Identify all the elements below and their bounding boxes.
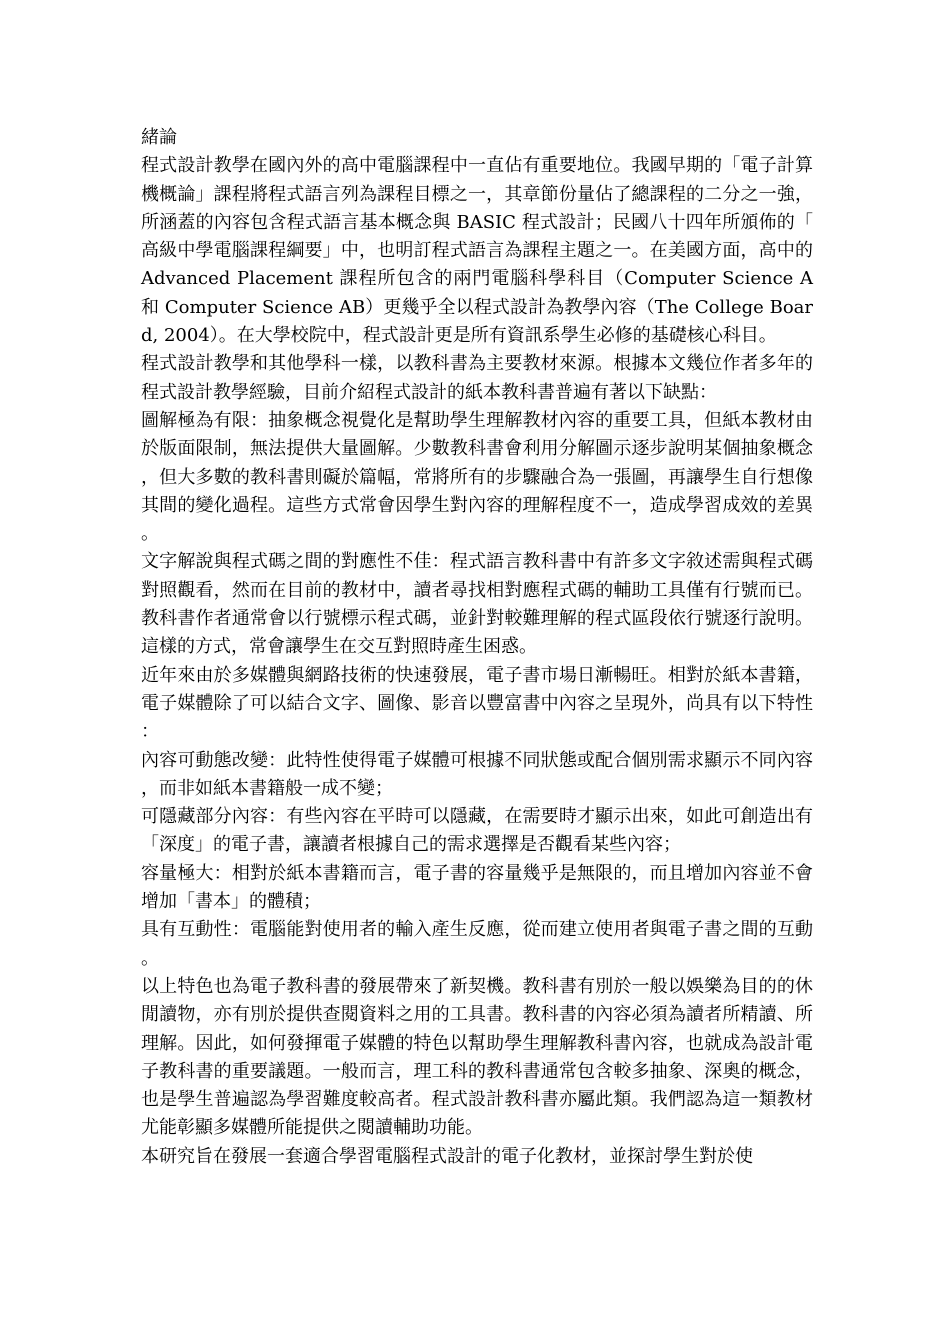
paragraph-interactivity: 具有互動性：電腦能對使用者的輸入產生反應，從而建立使用者與電子書之間的互動。 [141,919,813,969]
paragraph-text-code-mapping: 文字解說與程式碼之間的對應性不佳：程式語言教科書中有許多文字敘述需與程式碼對照觀看，然而在目前的教材中，讀者尋找相對應程式碼的輔助工具僅有行號而已。教科書作者通常會以行號標示程式碼，並針對較難理解的程式區段依行號逐行說明。這樣的方式，常會讓學生在交互對照時產生困惑。 [141,551,813,658]
section-heading: 緒論 [141,127,177,148]
paragraph-limited-illustrations: 圖解極為有限：抽象概念視覺化是幫助學生理解教材內容的重要工具，但紙本教材由於版面限制，無法提供大量圖解。少數教科書會利用分解圖示逐步說明某個抽象概念，但大多數的教科書則礙於篇幅，常將所有的步驟融合為一張圖，再讓學生自行想像其間的變化過程。這些方式常會因學生對內容的理解程度不一，造成學習成效的差異。 [141,409,813,545]
paragraph-study-purpose: 本研究旨在發展一套適合學習電腦程式設計的電子化教材，並探討學生對於使 [141,1145,753,1167]
paragraph-hidden-content: 可隱藏部分內容：有些內容在平時可以隱藏，在需要時才顯示出來，如此可創造出有「深度」的電子書，讓讀者根據自己的需求選擇是否觀看某些內容； [141,806,813,856]
paragraph-dynamic-content: 內容可動態改變：此特性使得電子媒體可根據不同狀態或配合個別需求顯示不同內容，而非如紙本書籍般一成不變； [141,749,813,799]
paragraph-large-capacity: 容量極大：相對於紙本書籍而言，電子書的容量幾乎是無限的，而且增加內容並不會增加「書本」的體積； [141,862,813,913]
document-page [141,124,813,1171]
paragraph-textbook-shortcomings: 程式設計教學和其他學科一樣，以教科書為主要教材來源。根據本文幾位作者多年的程式設計教學經驗，目前介紹程式設計的紙本教科書普遍有著以下缺點： [141,353,813,403]
paragraph-intro: 程式設計教學在國內外的高中電腦課程中一直佔有重要地位。我國早期的「電子計算機概論」課程將程式語言列為課程目標之一，其章節份量佔了總課程的二分之一強，所涵蓋的內容包含程式語言基本概念與 BASIC 程式設計；民國八十四年所頒佈的「高級中學電腦課程綱要」中，也明訂程式語言為課程主題之一。在美國方面，高中的 Advanced Placement 課程所包含的兩門電腦科學科目（Computer Science A 和 Computer Science AB）更幾乎全以程式設計為教學內容（The College Board, 2004）。在大學校院中，程式設計更是所有資訊系學生必修的基礎核心科目。 [141,155,813,347]
paragraph-ebook-market: 近年來由於多媒體與網路技術的快速發展，電子書市場日漸暢旺。相對於紙本書籍，電子媒體除了可以結合文字、圖像、影音以豐富書中內容之呈現外，尚具有以下特性： [141,664,813,743]
paragraph-new-opportunity: 以上特色也為電子教科書的發展帶來了新契機。教科書有別於一般以娛樂為目的的休閒讀物，亦有別於提供查閱資料之用的工具書。教科書的內容必須為讀者所精讀、所理解。因此，如何發揮電子媒體的特色以幫助學生理解教科書內容，也就成為設計電子教科書的重要議題。一般而言，理工科的教科書通常包含較多抽象、深奧的概念，也是學生普遍認為學習難度較高者。程式設計教科書亦屬此類。我們認為這一類教材尤能彰顯多媒體所能提供之閱讀輔助功能。 [141,975,813,1139]
